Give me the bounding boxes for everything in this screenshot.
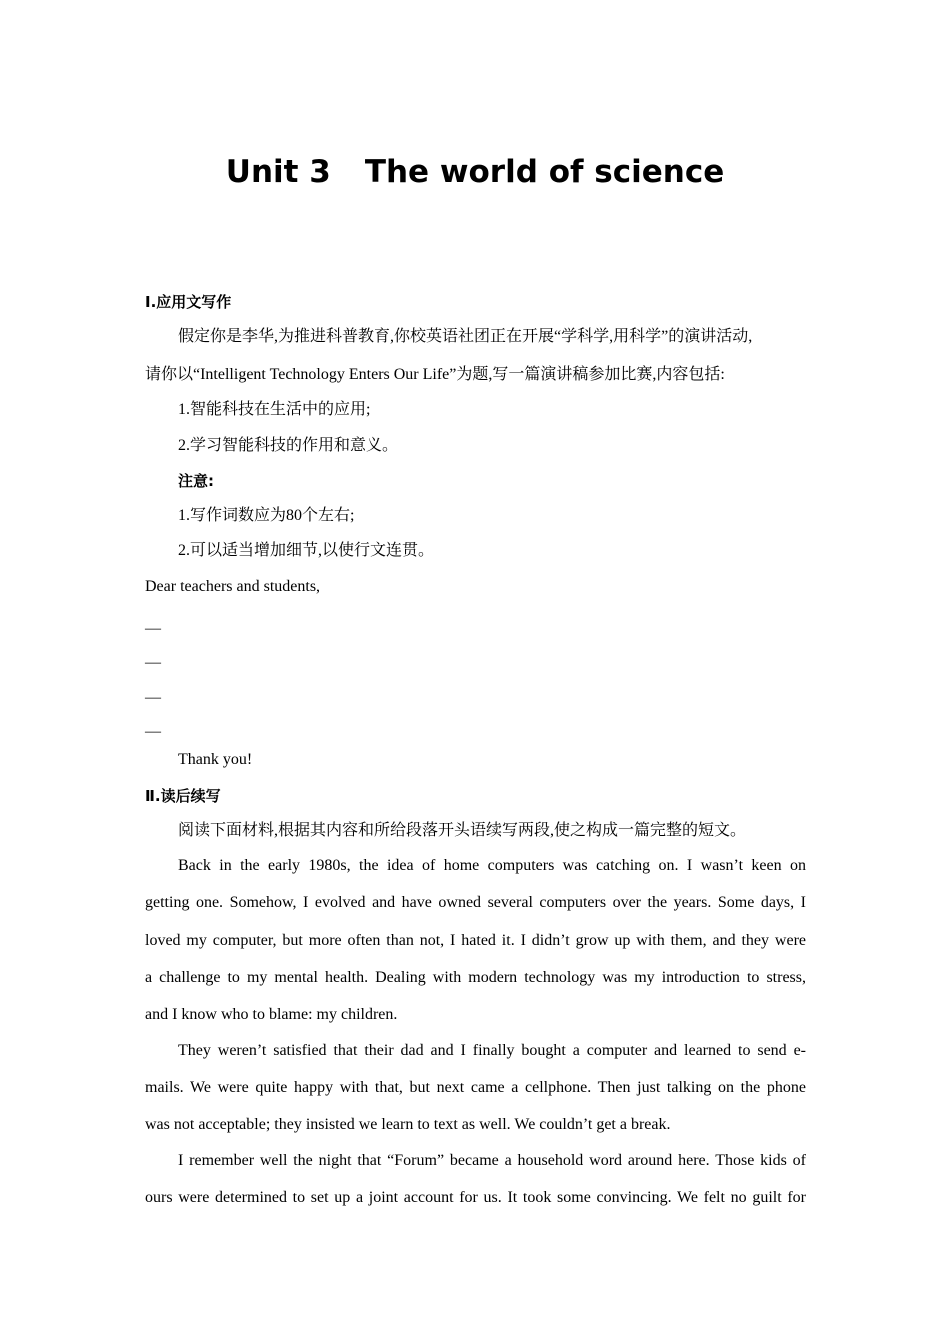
passage-line: ours were determined to set up a joint account for us. It took some convincing. We felt no guilt for (145, 1189, 806, 1206)
closing: Thank you! (178, 751, 253, 768)
greeting: Dear teachers and students, (145, 578, 321, 595)
blank-line: — (145, 620, 161, 637)
content-point-1: 1.智能科技在生活中的应用; (178, 401, 371, 418)
prompt-line-1: 假定你是李华,为推进科普教育,你校英语社团正在开展“学科学,用科学”的演讲活动, (178, 328, 753, 345)
blank-line: — (145, 654, 161, 671)
blank-line: — (145, 723, 161, 740)
instruction: 阅读下面材料,根据其内容和所给段落开头语续写两段,使之构成一篇完整的短文。 (178, 822, 747, 839)
note-label: 注意: (178, 472, 214, 490)
passage-line: was not acceptable; they insisted we learn to text as well. We couldn’t get a break. (145, 1116, 671, 1133)
blank-line: — (145, 689, 161, 706)
content-point-2: 2.学习智能科技的作用和意义。 (178, 437, 399, 454)
unit-name: The world of science (364, 154, 725, 190)
note-2: 2.可以适当增加细节,以使行文连贯。 (178, 542, 435, 559)
prompt-line-2: 请你以“Intelligent Technology Enters Our Life”为题,写一篇演讲稿参加比赛,内容包括: (145, 366, 725, 383)
page-title (0, 154, 950, 190)
unit-number: Unit 3 (225, 154, 331, 190)
section2-heading: Ⅱ.读后续写 (145, 787, 221, 805)
passage-line: I remember well the night that “Forum” became a household word around here. Those kids of (178, 1152, 806, 1169)
passage-line: getting one. Somehow, I evolved and have owned several computers over the years. Some days, I (145, 894, 806, 911)
section1-heading: Ⅰ.应用文写作 (145, 293, 232, 311)
passage-line: loved my computer, but more often than not, I hated it. I didn’t grow up with them, and they were (145, 932, 806, 949)
note-1: 1.写作词数应为80个左右; (178, 507, 355, 524)
passage-line: They weren’t satisfied that their dad and I finally bought a computer and learned to send e- (178, 1042, 806, 1059)
passage-line: and I know who to blame: my children. (145, 1006, 398, 1023)
passage-line: Back in the early 1980s, the idea of home computers was catching on. I wasn’t keen on (178, 857, 806, 874)
passage-line: mails. We were quite happy with that, but next came a cellphone. Then just talking on the phone (145, 1079, 806, 1096)
passage-line: a challenge to my mental health. Dealing with modern technology was my introduction to stress, (145, 969, 806, 986)
